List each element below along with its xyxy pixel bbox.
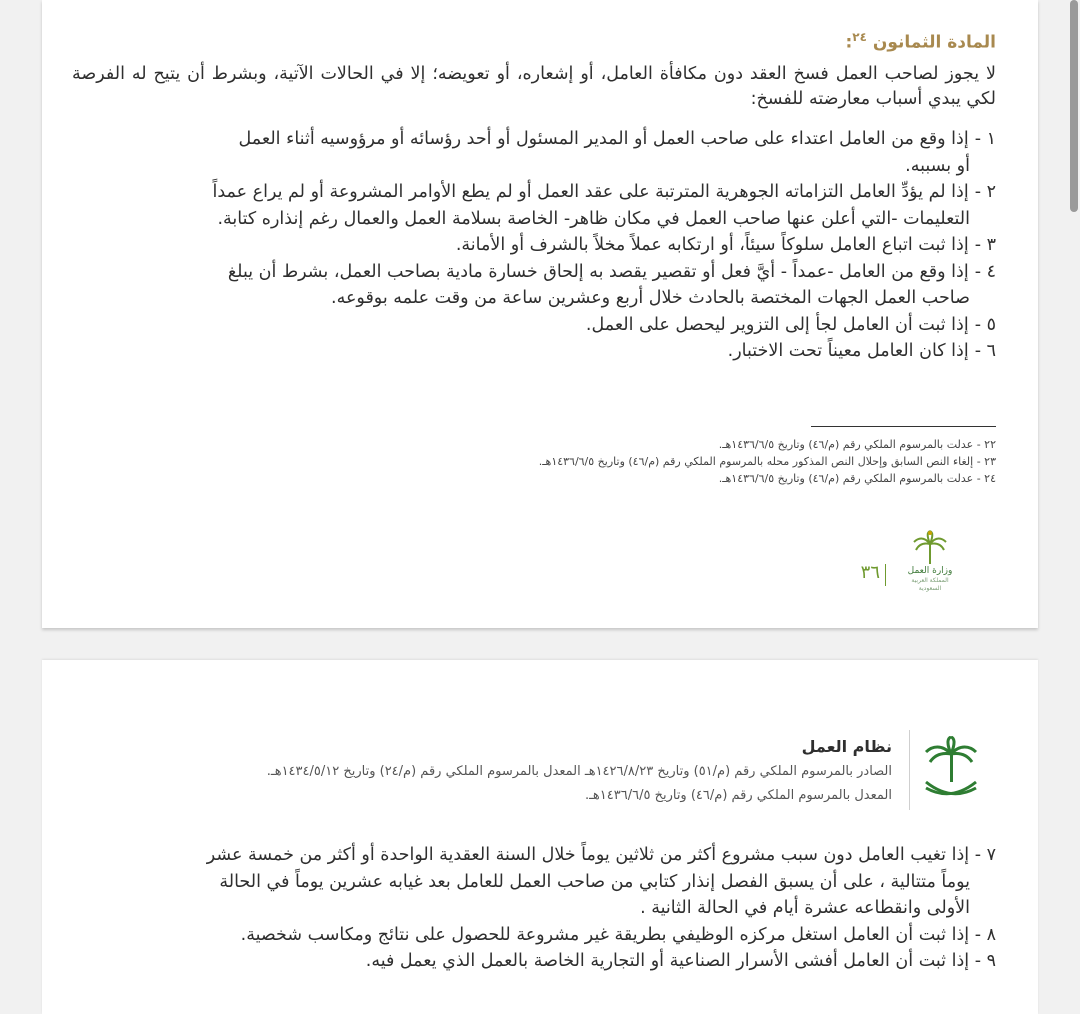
footnote: ٢٣ - إلغاء النص السابق وإحلال النص المذكور محله بالمرسوم الملكي رقم (م/٤٦) وتاريخ ١٤٣٦/٦/٥هـ. bbox=[538, 455, 996, 468]
list-item: ١ -إذا وقع من العامل اعتداء على صاحب العمل أو المدير المسئول أو أحد رؤسائه أو مرؤوسيه أثناء العمل أو بسببه. bbox=[238, 129, 996, 176]
ministry-logo bbox=[900, 530, 960, 590]
footnotes bbox=[539, 436, 996, 487]
scrollbar-thumb[interactable] bbox=[1070, 0, 1078, 212]
palm-tree-icon bbox=[912, 530, 948, 566]
law-decree-line: الصادر بالمرسوم الملكي رقم (م/٥١) وتاريخ ١٤٢٦/٨/٢٣هـ المعدل بالمرسوم الملكي رقم (م/٢٤) وتاريخ ١٤٣٤/٥/١٢هـ. bbox=[266, 764, 892, 779]
running-header bbox=[267, 734, 892, 808]
footnote-divider bbox=[811, 426, 996, 427]
article-intro: لا يجوز لصاحب العمل فسخ العقد دون مكافأة العامل، أو إشعاره، أو تعويضه؛ إلا في الحالات الآتية، وبشرط أن يتيح له الفرصة لكي يبدي أسباب معارضته للفسخ: bbox=[72, 64, 996, 109]
law-decree-line: المعدل بالمرسوم الملكي رقم (م/٤٦) وتاريخ ١٤٣٦/٦/٥هـ. bbox=[584, 788, 892, 803]
article-items-list bbox=[72, 842, 996, 975]
list-item: ٩ - إذا ثبت أن العامل أفشى الأسرار الصناعية أو التجارية الخاصة بالعمل الذي يعمل فيه. bbox=[365, 951, 996, 971]
list-item: ٥ -إذا ثبت أن العامل لجأ إلى التزوير ليحصل على العمل. bbox=[585, 314, 996, 335]
list-item: ٨ - إذا ثبت أن العامل استغل مركزه الوظيفي بطريقة غير مشروعة للحصول على نتائج ومكاسب شخصية. bbox=[240, 924, 996, 945]
law-title: نظام العمل bbox=[801, 737, 892, 756]
footnote-mark[interactable]: ٢٤ bbox=[852, 30, 867, 44]
page-number: ٣٦ bbox=[860, 562, 880, 583]
list-item: ٤ -إذا وقع من العامل -عمداً - أيَّ فعل أو تقصير يقصد به إلحاق خسارة مادية بصاحب العمل، بشرط أن يبلغ صاحب العمل الجهات المختصة بالحادث خلال أربع وعشرين ساعة من وقت علمه بوقوعه. bbox=[227, 261, 996, 308]
document-page-37 bbox=[42, 660, 1038, 1014]
article-items-list bbox=[72, 126, 996, 365]
list-item: ٣ -إذا ثبت اتباع العامل سلوكاً سيئاً، أو ارتكابه عملاً مخلاً بالشرف أو الأمانة. bbox=[455, 235, 996, 255]
list-item: ٧ - إذا تغيب العامل دون سبب مشروع أكثر من ثلاثين يوماً خلال السنة العقدية الواحدة أو أكثر من خمسة عشر يوماً متتالية ، على أن يسبق الفصل إنذار كتابي من صاحب العمل للعامل بعد غيابه عشرين يوماً في الحالة الأولى وانقطاعه عشرة أيام في الحالة الثانية . bbox=[206, 845, 996, 918]
document-page-36 bbox=[42, 0, 1038, 628]
saudi-emblem-icon bbox=[920, 736, 982, 802]
list-item: ٢ -إذا لم يؤدِّ العامل التزاماته الجوهرية المترتبة على عقد العمل أو لم يطع الأوامر المشروعة أو لم يراع عمداً التعليمات -التي أعلن عنها صاحب العمل في مكان ظاهر- الخاصة بسلامة العمل والعمال رغم إنذاره كتابة. bbox=[212, 182, 996, 229]
ministry-country: المملكة العربية السعودية bbox=[911, 577, 949, 592]
header-divider bbox=[909, 730, 910, 810]
footnote: ٢٢ - عدلت بالمرسوم الملكي رقم (م/٤٦) وتاريخ ١٤٣٦/٦/٥هـ. bbox=[718, 438, 996, 451]
ministry-name: وزارة العمل bbox=[907, 566, 953, 576]
article-title: المادة الثمانون $^{٢٤}$: bbox=[845, 30, 996, 53]
footnote: ٢٤ - عدلت بالمرسوم الملكي رقم (م/٤٦) وتاريخ ١٤٣٦/٦/٥هـ. bbox=[718, 472, 996, 485]
list-item: ٦ -إذا كان العامل معيناً تحت الاختبار. bbox=[727, 341, 996, 361]
